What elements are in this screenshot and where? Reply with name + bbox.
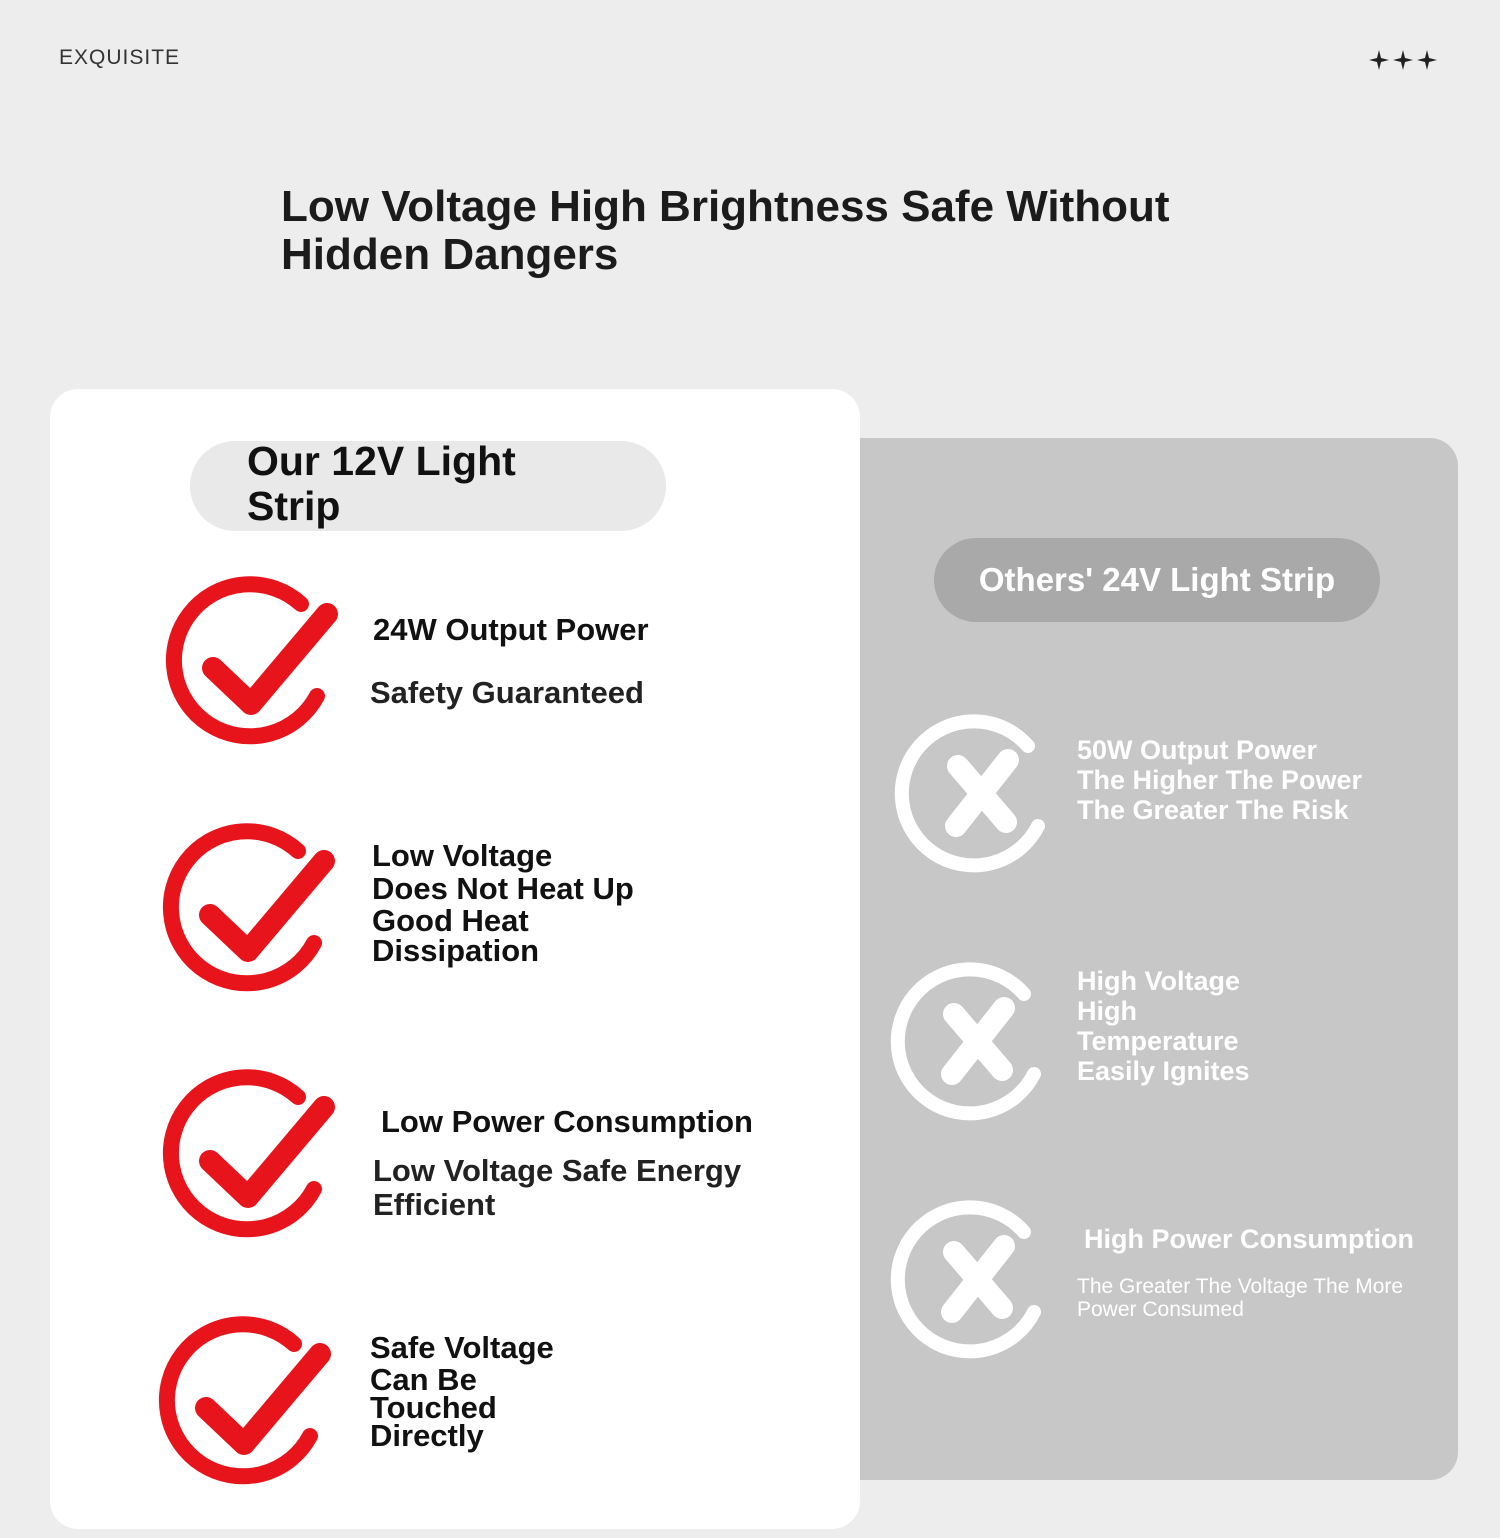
x-mark-icon xyxy=(884,1186,1064,1366)
others-title-pill: Others' 24V Light Strip xyxy=(934,538,1380,622)
others-item-line: Easily Ignites xyxy=(1077,1056,1250,1086)
ours-item-line: Low Voltage xyxy=(372,838,553,873)
ours-item-3-text xyxy=(373,1154,741,1222)
others-item-line: Power Consumed xyxy=(1077,1298,1244,1321)
others-item-3-text xyxy=(1077,1275,1403,1321)
ours-item-line: Does Not Heat Up xyxy=(372,871,634,906)
ours-item-4-text xyxy=(370,1331,554,1451)
others-item-3-heading: High Power Consumption xyxy=(1084,1224,1414,1254)
others-item-line: The Greater The Voltage The More xyxy=(1077,1275,1404,1298)
others-item-line: High Voltage xyxy=(1077,966,1241,996)
others-item-line: The Greater The Risk xyxy=(1077,795,1349,825)
ours-comparison-card xyxy=(50,389,860,1529)
x-mark-icon xyxy=(888,700,1068,880)
ours-item-line: Touched xyxy=(370,1390,497,1425)
ours-item-line: Efficient xyxy=(373,1187,496,1222)
ours-item-3-heading: Low Power Consumption xyxy=(381,1104,753,1139)
others-item-line: 50W Output Power xyxy=(1077,735,1318,765)
ours-item-1-line-2: Safety Guaranteed xyxy=(370,675,644,710)
ours-item-2-text xyxy=(372,838,634,968)
ours-item-line: Can Be xyxy=(370,1362,477,1397)
ours-item-line: Low Voltage Safe Energy xyxy=(373,1153,742,1188)
others-item-line: High xyxy=(1077,996,1137,1026)
check-mark-icon xyxy=(165,572,345,752)
ours-item-line: Safe Voltage xyxy=(370,1330,554,1365)
check-mark-icon xyxy=(162,1065,342,1245)
brand-label: EXQUISITE xyxy=(59,46,181,69)
others-item-line: The Higher The Power xyxy=(1077,765,1363,795)
others-item-1-text xyxy=(1077,735,1362,825)
ours-item-line: Good Heat xyxy=(372,903,529,938)
others-item-line: Temperature xyxy=(1077,1026,1239,1056)
sparkles-icon xyxy=(1368,48,1438,72)
others-item-2-text xyxy=(1077,966,1250,1086)
ours-item-line: Directly xyxy=(370,1418,484,1453)
x-mark-icon xyxy=(884,948,1064,1128)
ours-item-line: Dissipation xyxy=(372,933,540,968)
page-headline: Low Voltage High Brightness Safe Without Hidden Dangers xyxy=(281,182,1170,279)
others-comparison-panel xyxy=(820,438,1458,1480)
check-mark-icon xyxy=(158,1312,338,1492)
ours-item-1-line-1: 24W Output Power xyxy=(373,612,649,647)
check-mark-icon xyxy=(162,819,342,999)
ours-title: Our 12V Light Strip xyxy=(247,438,516,529)
